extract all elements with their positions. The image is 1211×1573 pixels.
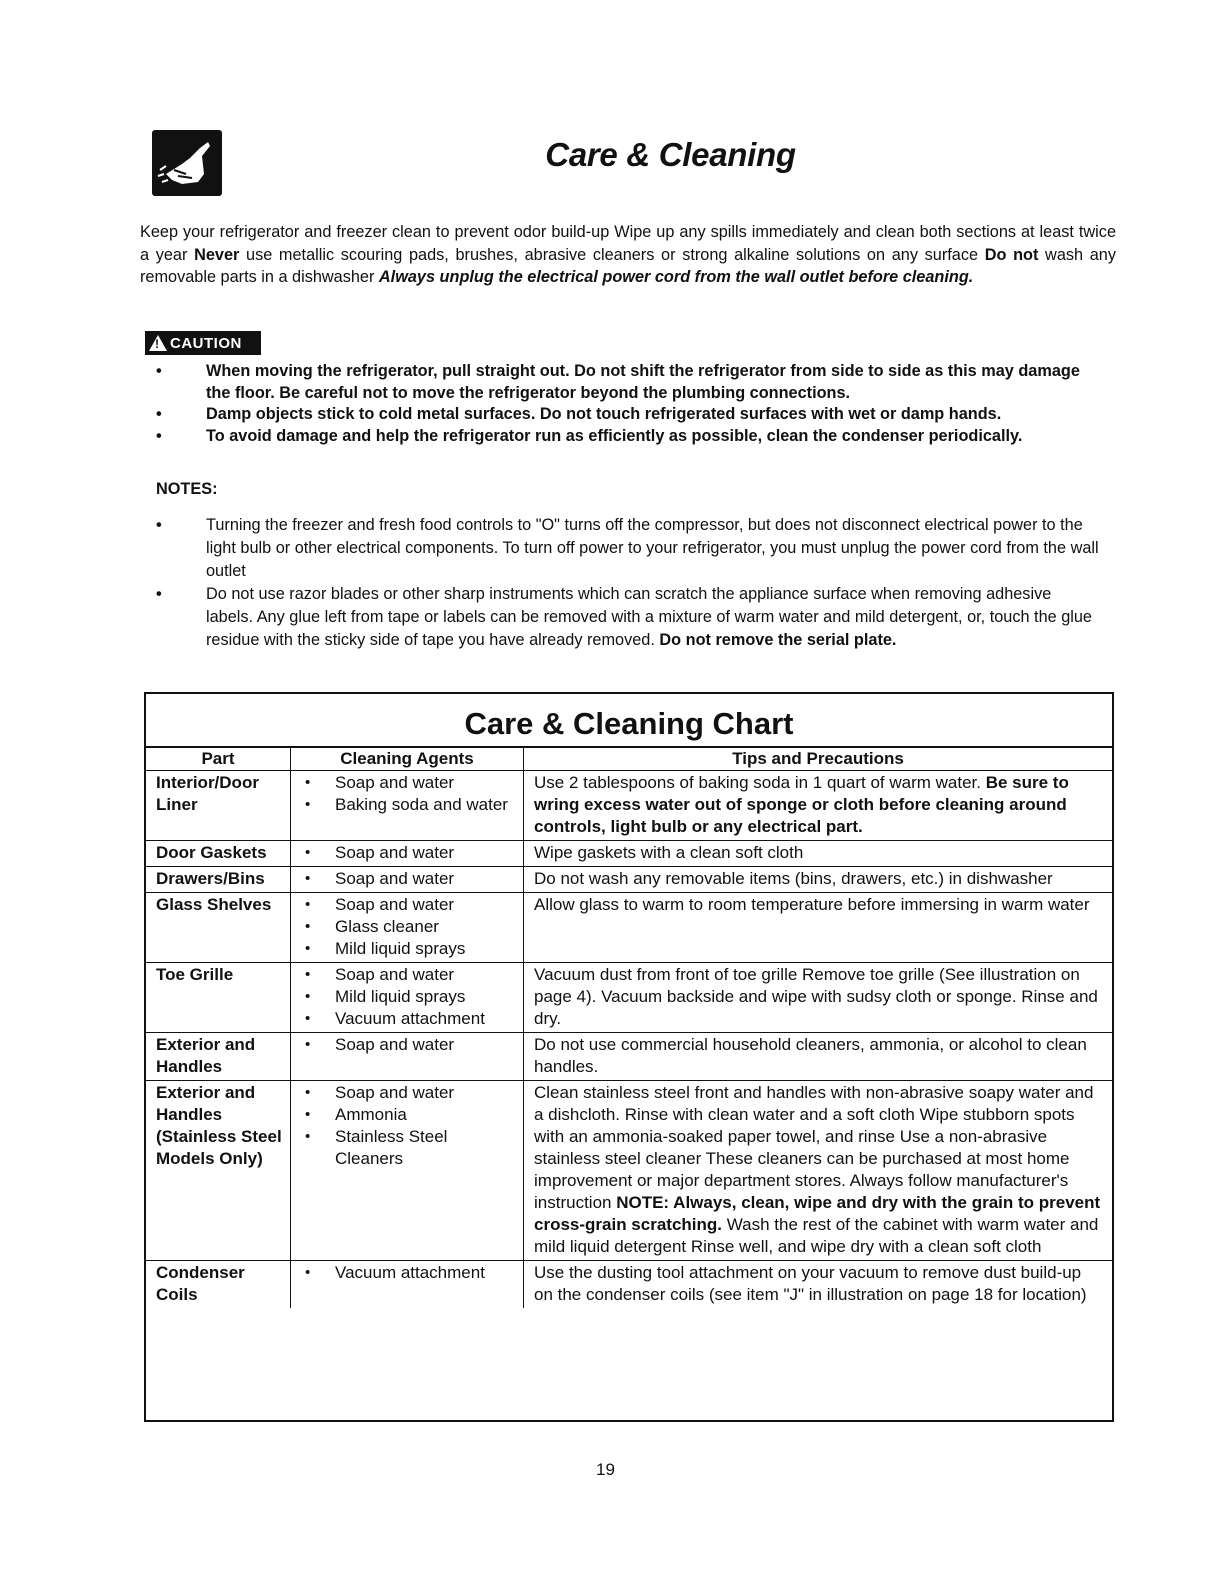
table-row — [146, 841, 1112, 867]
tips-cell: Vacuum dust from front of toe grille Remove toe grille (See illustration on page 4). Vacuum backside and wipe with sudsy cloth or sponge. Rinse and dry. — [524, 963, 1113, 1033]
part-cell: Toe Grille — [146, 963, 291, 1033]
caution-badge: ! CAUTION — [145, 331, 261, 355]
list-item: • Turning the freezer and fresh food controls to "O" turns off the compressor, but does not disconnect electrical power to the light bulb or other electrical components. To turn off power to your refrigerator, you must unplug the power cord from the wall outlet — [142, 514, 1102, 583]
agent-item: • Ammonia — [301, 1104, 515, 1126]
agents-cell — [291, 1261, 524, 1309]
agents-cell — [291, 867, 524, 893]
agent-item: • Mild liquid sprays — [301, 938, 515, 960]
part-cell: Condenser Coils — [146, 1261, 291, 1309]
header-part: Part — [146, 748, 291, 771]
list-item: • To avoid damage and help the refrigerator run as efficiently as possible, clean the condenser periodically. — [142, 426, 1102, 448]
agent-item: • Soap and water — [301, 772, 515, 794]
table-row — [146, 1033, 1112, 1081]
tips-cell: Wipe gaskets with a clean soft cloth — [524, 841, 1113, 867]
list-item: • Do not use razor blades or other sharp instruments which can scratch the appliance surface when removing adhesive labels. Any glue left from tape or labels can be removed with a mixture of warm water and mild detergent, or, touch the glue residue with the sticky side of tape you have already removed. Do not remove the serial plate. — [142, 583, 1102, 652]
table-row — [146, 771, 1112, 841]
agent-item: • Soap and water — [301, 868, 515, 890]
agent-item: • Stainless Steel Cleaners — [301, 1126, 515, 1170]
agent-item: • Vacuum attachment — [301, 1008, 515, 1030]
part-cell: Interior/Door Liner — [146, 771, 291, 841]
agent-item: • Glass cleaner — [301, 916, 515, 938]
table-row — [146, 963, 1112, 1033]
list-item: • When moving the refrigerator, pull straight out. Do not shift the refrigerator from side to side as this may damage the floor. Be careful not to move the refrigerator beyond the plumbing connections. — [142, 361, 1102, 404]
table-header-row — [146, 748, 1112, 771]
agents-cell — [291, 1081, 524, 1261]
part-cell: Exterior and Handles (Stainless Steel Models Only) — [146, 1081, 291, 1261]
tips-cell: Use 2 tablespoons of baking soda in 1 quart of warm water. Be sure to wring excess water out of sponge or cloth before cleaning around controls, light bulb or any electrical part. — [524, 771, 1113, 841]
table-row — [146, 867, 1112, 893]
agent-item: • Soap and water — [301, 894, 515, 916]
part-cell: Exterior and Handles — [146, 1033, 291, 1081]
tips-cell: Clean stainless steel front and handles with non-abrasive soapy water and a dishcloth. Rinse with clean water and a soft cloth Wipe stubborn spots with an ammonia-soaked paper towel, and rinse Use a non-abrasive stainless steel cleaner These cleaners can be purchased at most home improvement or major department stores. Always follow manufacturer's instruction NOTE: Always, clean, wipe and dry with the grain to prevent cross-grain scratching. Wash the rest of the cabinet with warm water and mild liquid detergent Rinse well, and wipe dry with a clean soft cloth — [524, 1081, 1113, 1261]
tips-cell: Use the dusting tool attachment on your vacuum to remove dust build-up on the condenser coils (see item "J" in illustration on page 18 for location) — [524, 1261, 1113, 1309]
caution-list — [142, 361, 1102, 447]
tips-cell: Allow glass to warm to room temperature before immersing in warm water — [524, 893, 1113, 963]
agents-cell — [291, 893, 524, 963]
agent-item: • Vacuum attachment — [301, 1262, 515, 1284]
warning-triangle-icon — [149, 335, 167, 351]
part-cell: Drawers/Bins — [146, 867, 291, 893]
agents-cell — [291, 963, 524, 1033]
page-title: Care & Cleaning — [545, 136, 796, 173]
notes-list — [142, 514, 1102, 652]
list-item: • Damp objects stick to cold metal surfaces. Do not touch refrigerated surfaces with wet or damp hands. — [142, 404, 1102, 426]
tips-cell: Do not wash any removable items (bins, drawers, etc.) in dishwasher — [524, 867, 1113, 893]
table-row — [146, 893, 1112, 963]
table-row — [146, 1081, 1112, 1261]
page-number: 19 — [596, 1460, 615, 1479]
agent-item: • Soap and water — [301, 964, 515, 986]
chart-title: Care & Cleaning Chart — [146, 694, 1112, 748]
header-tips: Tips and Precautions — [524, 748, 1113, 771]
agents-cell — [291, 771, 524, 841]
agent-item: • Soap and water — [301, 1034, 515, 1056]
notes-heading: NOTES: — [156, 480, 218, 498]
agent-item: • Baking soda and water — [301, 794, 515, 816]
agents-cell — [291, 1033, 524, 1081]
part-cell: Glass Shelves — [146, 893, 291, 963]
agent-item: • Mild liquid sprays — [301, 986, 515, 1008]
part-cell: Door Gaskets — [146, 841, 291, 867]
agent-item: • Soap and water — [301, 842, 515, 864]
care-table — [146, 748, 1112, 1308]
agents-cell — [291, 841, 524, 867]
agent-item: • Soap and water — [301, 1082, 515, 1104]
header-agents: Cleaning Agents — [291, 748, 524, 771]
table-row — [146, 1261, 1112, 1309]
intro-paragraph: Keep your refrigerator and freezer clean to prevent odor build-up Wipe up any spills immediately and clean both sections at least twice a year Never use metallic scouring pads, brushes, abrasive cleaners or strong alkaline solutions on any surface Do not wash any removable parts in a dishwasher Always unplug the electrical power cord from the wall outlet before cleaning. — [140, 223, 1116, 286]
tips-cell: Do not use commercial household cleaners, ammonia, or alcohol to clean handles. — [524, 1033, 1113, 1081]
care-cleaning-chart — [144, 692, 1114, 1422]
